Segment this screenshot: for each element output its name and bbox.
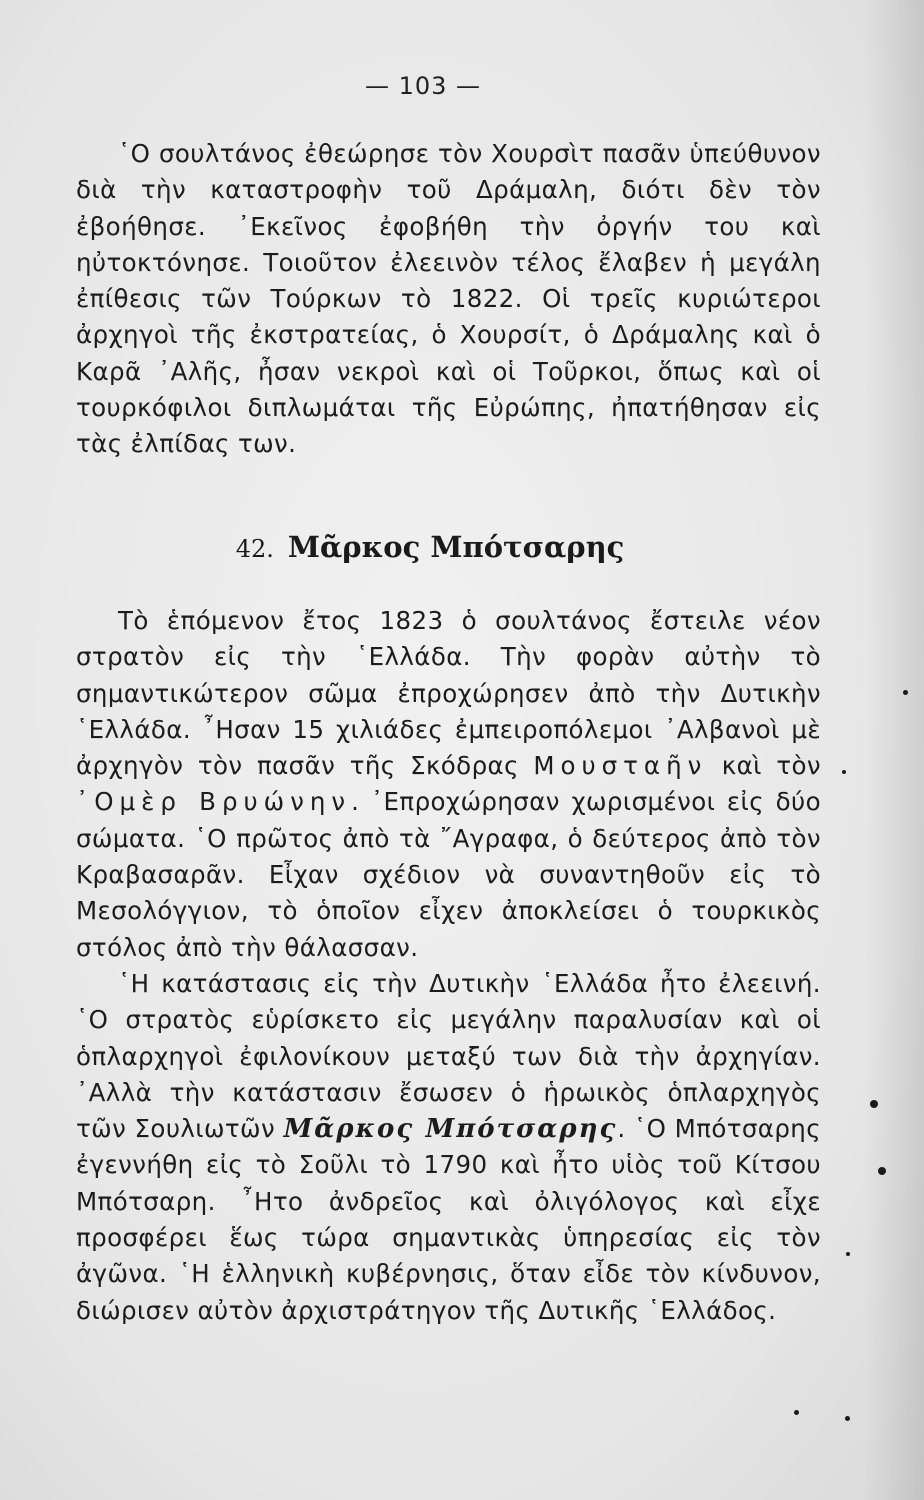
ink-speck (878, 1167, 886, 1175)
paragraph-expedition-text-1: Τὸ ἑπόμενον ἔτος 1823 ὁ σουλτάνος ἔστειλε νέον στρατὸν εἰς τὴν ῾Ελλάδα. Τὴν φορὰν αὐτὴν τὸ σημαντικώτερον σῶμα ἐπροχώρησεν ἀπὸ τὴν Δυτικὴν ῾Ελλάδα. ῏Ησαν 15 χιλιάδες ἐμπειροπόλεμοι ᾿Αλβανοὶ μὲ ἀρχηγὸν τὸν πασᾶν τῆς Σκόδρας (76, 606, 821, 781)
paragraph-botsaris-text-2: . ῾Ο Μπότσαρης ἐγεννήθη εἰς τὸ Σοῦλι τὸ 1790 καὶ ἦτο υἱὸς τοῦ Κίτσου Μπότσαρη. ῏Ητο ἀνδρεῖος καὶ ὀλιγόλογος καὶ εἶχε προσφέρει ἕως τώρα σημαντικὰς ὑπηρεσίας εἰς τὸν ἀγῶνα. ῾Η ἑλληνικὴ κυβέρνησις, ὅταν εἶδε τὸν κίνδυνον, διώρισεν αὐτὸν ἀρχιστράτηγον τῆς Δυτικῆς ῾Ελλάδος. (76, 1114, 822, 1325)
ink-speck (845, 1416, 850, 1421)
name-moustais: Μουσταῆν (533, 751, 708, 781)
name-omer-vryonis: ᾿Ομὲρ Βρυώνην (76, 787, 352, 817)
section-text-block (76, 603, 821, 1329)
section-title: Μᾶρκος Μπότσαρης (287, 530, 625, 564)
name-markos-botsaris: Μᾶρκος Μπότσαρης (283, 1114, 618, 1145)
intro-paragraph: ῾Ο σουλτάνος ἐθεώρησε τὸν Χουρσὶτ πασᾶν ὑπεύθυνον διὰ τὴν καταστροφὴν τοῦ Δράμαλη, διότι δὲν τὸν ἐβοήθησε. ᾿Εκεῖνος ἐφοβήθη τὴν ὀργήν του καὶ ηὐτοκτόνησε. Τοιοῦτον ἐλεεινὸν τέλος ἔλαβεν ἡ μεγάλη ἐπίθεσις τῶν Τούρκων τὸ 1822. Οἱ τρεῖς κυριώτεροι ἀρχηγοὶ τῆς ἐκστρατείας, ὁ Χουρσίτ, ὁ Δράμαλης καὶ ὁ Καρᾶ ᾿Αλῆς, ἦσαν νεκροὶ καὶ οἱ Τοῦρκοι, ὅπως καὶ οἱ τουρκόφιλοι διπλωμάται τῆς Εὐρώπης, ἠπατήθησαν εἰς τὰς ἐλπίδας των. (76, 139, 821, 459)
section-number: 42. (235, 535, 274, 563)
paragraph-expedition (76, 603, 821, 966)
intro-text-block (76, 136, 821, 463)
paragraph-expedition-text-3: . ᾿Επροχώρησαν χωρισμένοι εἰς δύο σώματα. ῾Ο πρῶτος ἀπὸ τὰ ῎Αγραφα, ὁ δεύτερος ἀπὸ τὸν Κραβασαρᾶν. Εἶχαν σχέδιον νὰ συναντηθοῦν εἰς τὸ Μεσολόγγιον, τὸ ὁποῖον εἶχεν ἀποκλείσει ὁ τουρκικὸς στόλος ἀπὸ τὴν θάλασσαν. (76, 787, 821, 962)
paragraph-botsaris (76, 966, 821, 1329)
section-heading (0, 530, 860, 564)
page-number: — 103 — (364, 72, 482, 100)
paragraph-botsaris-text-1: ῾Η κατάστασις εἰς τὴν Δυτικὴν ῾Ελλάδα ἦτο ἐλεεινή. ῾Ο στρατὸς εὑρίσκετο εἰς μεγάλην παραλυσίαν καὶ οἱ ὁπλαρχηγοὶ ἐφιλονίκουν μεταξύ των διὰ τὴν ἀρχηγίαν. ᾿Αλλὰ τὴν κατάστασιν ἔσωσεν ὁ ἡρωικὸς ὁπλαρχηγὸς τῶν Σουλιωτῶν (76, 968, 821, 1144)
paragraph-expedition-text-2: καὶ τὸν (707, 751, 821, 781)
ink-speck (794, 1410, 799, 1415)
page-edge-shadow (864, 0, 924, 1500)
ink-speck (842, 770, 846, 774)
ink-speck (903, 690, 908, 695)
ink-speck (846, 1252, 850, 1256)
ink-speck (870, 1100, 878, 1108)
